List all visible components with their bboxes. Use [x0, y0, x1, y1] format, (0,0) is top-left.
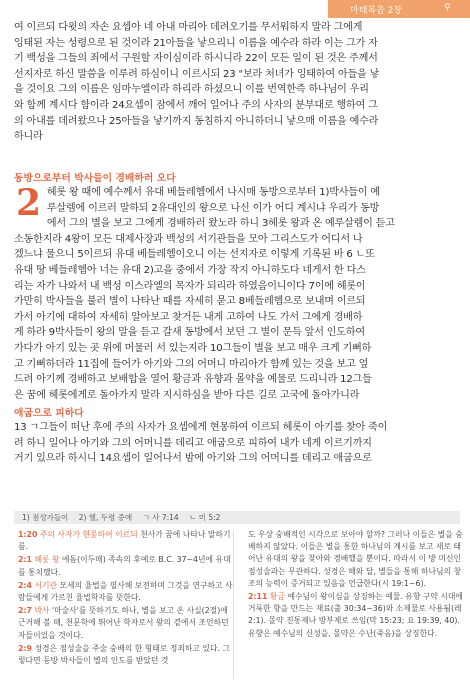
- section-heading: 동방으로부터 박사들이 경배하러 오다: [14, 173, 176, 184]
- text-line: 여 이르되 다윗의 자손 요셉아 네 아내 마리아 데려오기를 무서워하지 말라 그에게: [14, 22, 363, 33]
- note-ref: 2:7: [18, 606, 32, 616]
- notes-right-column: [248, 529, 464, 641]
- note-keyword: 황금: [269, 592, 285, 602]
- text-line: 와 함께 계시다 함이라 24요셉이 잠에서 깨어 일어나 주의 사자의 분부대로 행하여 그: [14, 99, 378, 111]
- note-item: [18, 643, 234, 667]
- note-item: [248, 529, 464, 590]
- chapter-title: 마태복음 2장: [350, 6, 403, 16]
- text-line: 기 백성을 그들의 죄에서 구원할 자이심이라 하시니라 22이 모든 일이 된 것은 주께서: [14, 53, 378, 65]
- text-line: 의 아내를 데려왔으나 25아들을 낳기까지 동침하지 아니하더니 낳으매 이름을 예수라: [14, 115, 379, 127]
- text-line: 가서 아기에 대하여 자세히 알아보고 찾거든 내게 고하여 나도 가서 그에게 경배하: [14, 311, 363, 323]
- text-line: 드려 아기께 경배하고 보배합을 열어 황금과 유향과 몰약을 예물로 드리니라 12그들: [14, 374, 372, 386]
- text-line: 유대 땅 베들레헴아 너는 유대 2)고을 중에서 가장 작지 아니하도다 네게서 한 다스: [14, 264, 366, 276]
- note-item: [18, 605, 234, 642]
- note-ref: 2:9: [18, 643, 32, 653]
- text-line: 고 기뻐하더라 11집에 들어가 아기와 그의 어머니 마리아가 함께 있는 것을 보고 엎: [14, 358, 369, 370]
- note-keyword: 헤롯 왕: [34, 555, 60, 565]
- text-line: 13 ㄱ그들이 떠난 후에 주의 사자가 요셉에게 현몽하여 이르되 헤롯이 아기를 찾아 죽이: [14, 422, 388, 433]
- note-keyword: 주의 사자가 현몽하여 이르되: [39, 530, 138, 539]
- section-heading: 애굽으로 피하다: [14, 408, 84, 419]
- text-line: 소동한지라 4왕이 모든 대제사장과 백성의 서기관들을 모아 그리스도가 어디서 나: [14, 233, 363, 245]
- note-keyword: 서기관: [34, 580, 58, 590]
- note-text: '마술사'를 뜻하기도 하나, 별을 보고 온 사실(2절)에 근거해 볼 때, 천문학에 뛰어난 학자로서 왕의 곁에서 조언하던 자들이었을 것이다.: [18, 606, 229, 640]
- note-keyword: 박사: [34, 606, 50, 616]
- cross-reference: ㄱ 사 7:14: [142, 513, 179, 522]
- note-text: 도 우상 숭배적인 시각으로 보아야 할까? 그러나 이들은 별을 숭배하지 않았다. 이들은 별을 통한 하나님의 계시를 보고 새로 태어난 유대의 왕을 찾아와 경배했을 뿐이다. 따라서 이 방 미신인 점성술과는 무관하다. 성경은 해와 달, 별들을 통해 하나님의 창조의 능력이 증거되고 있음을 언급한다(시 19:1~6).: [248, 530, 463, 588]
- note-text: 모세의 율법을 필사해 보전하며 그것을 연구하고 사람들에게 가르친 율법학자를 뜻한다.: [18, 580, 233, 603]
- text-line: 게 하라 9박사들이 왕의 말을 듣고 갈새 동방에서 보던 그 별이 문득 앞서 인도하여: [14, 327, 365, 339]
- cross-reference: ㄴ 미 5:2: [189, 513, 221, 522]
- note-text: 천사가 꿈에 나타나 말하기를.: [18, 530, 231, 552]
- text-line: 은 꿈에 헤롯에게로 돌아가지 말라 지시하심을 받아 다른 길로 고국에 돌아가니라: [14, 389, 360, 401]
- text-line: 려 하니 일어나 아기와 그의 어머니를 데리고 애굽으로 피하여 내가 네게 이르기까지: [14, 437, 372, 449]
- text-line: 가만히 박사들을 불러 별이 나타난 때를 자세히 묻고 8베들레헴으로 보내며 이르되: [14, 296, 366, 308]
- note-item: [18, 554, 234, 578]
- text-line: 리는 자가 나와서 내 백성 이스라엘의 목자가 되리라 하였음이니이다 7이에 헤롯이: [14, 280, 366, 292]
- text-line: 하니라: [14, 131, 43, 143]
- note-ref: 1:20: [18, 530, 38, 539]
- intro-paragraph: [14, 20, 460, 145]
- note-item: [248, 591, 464, 640]
- chapter-dropcap: 2: [16, 182, 41, 224]
- note-item: [18, 529, 234, 553]
- note-ref: 2:11: [248, 592, 268, 602]
- footnote-bar: [14, 511, 460, 524]
- footnote: 1) 점성가들이: [22, 513, 69, 522]
- text-line: 루살렘에 이르러 말하되 2유대인의 왕으로 나신 이가 어디 계시냐 우리가 동방: [46, 202, 380, 214]
- chapter-paragraph: [14, 182, 460, 403]
- footnote: 2) 헬, 두령 중에: [78, 513, 133, 522]
- text-line: 잉태된 자는 성령으로 된 것이라 21아들을 낳으리니 이름을 예수라 하라 이는 그가 자: [14, 37, 378, 49]
- section2-paragraph: [14, 420, 460, 467]
- note-ref: 2:4: [18, 580, 32, 590]
- text-line: 을 것이요 그의 이름은 임마누엘이라 하리라 하셨으니 이를 번역한즉 하나님이 우리: [14, 84, 369, 96]
- text-line: 선지자로 하신 말씀을 이루려 하심이니 이르시되 23 "보라 처녀가 잉태하여 아들을 낳: [14, 68, 380, 80]
- text-line: 에서 그의 별을 보고 그에게 경배하러 왔노라 하니 3헤롯 왕과 온 예루살렘이 듣고: [46, 218, 395, 230]
- text-line: 가다가 아기 있는 곳 위에 머물러 서 있는지라 10그들이 별을 보고 매우 크게 기뻐하: [14, 342, 372, 354]
- note-ref: 2:1: [18, 555, 32, 565]
- bookmark-icon[interactable]: ⚲: [444, 3, 451, 13]
- note-text: 예수님이 왕이심을 상징하는 예물. 유향 구약 시대에 거룩한 향을 만드는 재료(출 30:34~36)와 소제물로 사용됨(레 2:1). 몰약 진통제나 방부제로 쓰임(막 15:23; 요 19:39, 40). 유향은 예수님의 신성을, 몰약은 수난(죽음)을 상징한다.: [248, 592, 463, 638]
- note-text: 성경은 점성술을 주술 숭배의 한 형태로 정죄하고 있다. 그렇다면 동방 박사들이 별의 인도를 받았던 것: [18, 643, 230, 666]
- notes-left-column: [18, 529, 234, 668]
- note-text: 에돔(이두매) 족속의 후예로 B.C. 37~4년에 유대를 통치했다.: [18, 555, 231, 577]
- text-line: 거기 있으라 하시니 14요셉이 일어나서 밤에 아기와 그의 어머니를 데리고 애굽으로: [14, 453, 372, 465]
- note-item: [18, 580, 234, 604]
- text-line: 겠느냐 물으니 5이르되 유대 베들레헴이오니 이는 선지자로 이렇게 기록된 바 6 ㄴ또: [14, 249, 375, 261]
- text-line: 헤롯 왕 때에 예수께서 유대 베들레헴에서 나시매 동방으로부터 1)박사들이 예: [46, 187, 380, 198]
